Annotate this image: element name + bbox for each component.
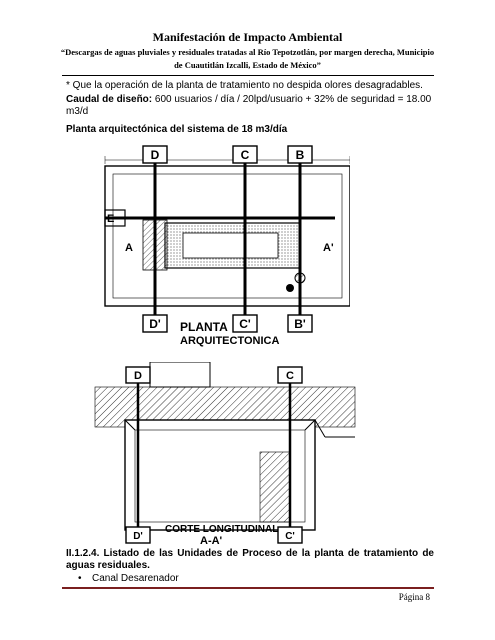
header-rule (62, 75, 434, 76)
marker-d-prime: D' (149, 317, 161, 331)
header-subtitle (60, 46, 435, 72)
section-caption-line1: CORTE LONGITUDINAL (165, 524, 279, 535)
longitudinal-section-drawing (90, 362, 360, 547)
section-marker-d: D (134, 370, 142, 382)
design-flow-label: Caudal de diseño: (66, 94, 153, 105)
marker-a-prime: A' (323, 242, 334, 254)
paragraph-odors: * Que la operación de la planta de tratamiento no despida olores desagradables. (66, 80, 423, 91)
page-number: Página 8 (398, 592, 430, 602)
section-marker-c: C (286, 370, 294, 382)
marker-b: B (295, 148, 305, 162)
list-item (78, 573, 179, 585)
architectural-plan-drawing (95, 138, 350, 353)
marker-c-prime: C' (239, 317, 251, 331)
section-title-plan: Planta arquitectónica del sistema de 18 m3/día (66, 124, 288, 135)
header-subtitle-line2: de Cuautitlán Izcalli, Estado de México” (174, 60, 321, 70)
marker-a: A (125, 242, 133, 254)
marker-e: E (107, 213, 115, 225)
plan-caption-line1: PLANTA (180, 320, 228, 334)
section-caption-line2: A-A' (200, 535, 223, 547)
marker-b-prime: B' (294, 317, 306, 331)
design-flow-text: 600 usuarios / día / 20lpd/usuario + 32% de seguridad = 18.00 m3/d (66, 94, 432, 117)
header-subtitle-line1: “Descargas de aguas pluviales y residuales tratadas al Río Tepotzotlán, por margen derecha, Municipio (60, 47, 435, 57)
section-marker-c-prime: C' (285, 531, 295, 542)
marker-c: C (240, 148, 250, 162)
bullet-icon: • (78, 573, 82, 584)
section-marker-d-prime: D' (133, 531, 143, 542)
list-item-label: Canal Desarenador (92, 573, 179, 584)
header-title: Manifestación de Impacto Ambiental (152, 30, 343, 44)
plan-caption-line2: ARQUITECTONICA (180, 335, 280, 347)
subsection-heading: II.1.2.4. Listado de las Unidades de Proceso de la planta de tratamiento de aguas residuales. (66, 548, 434, 571)
paragraph-design-flow (66, 94, 434, 118)
marker-d: D (150, 148, 160, 162)
footer-rule (62, 587, 434, 589)
